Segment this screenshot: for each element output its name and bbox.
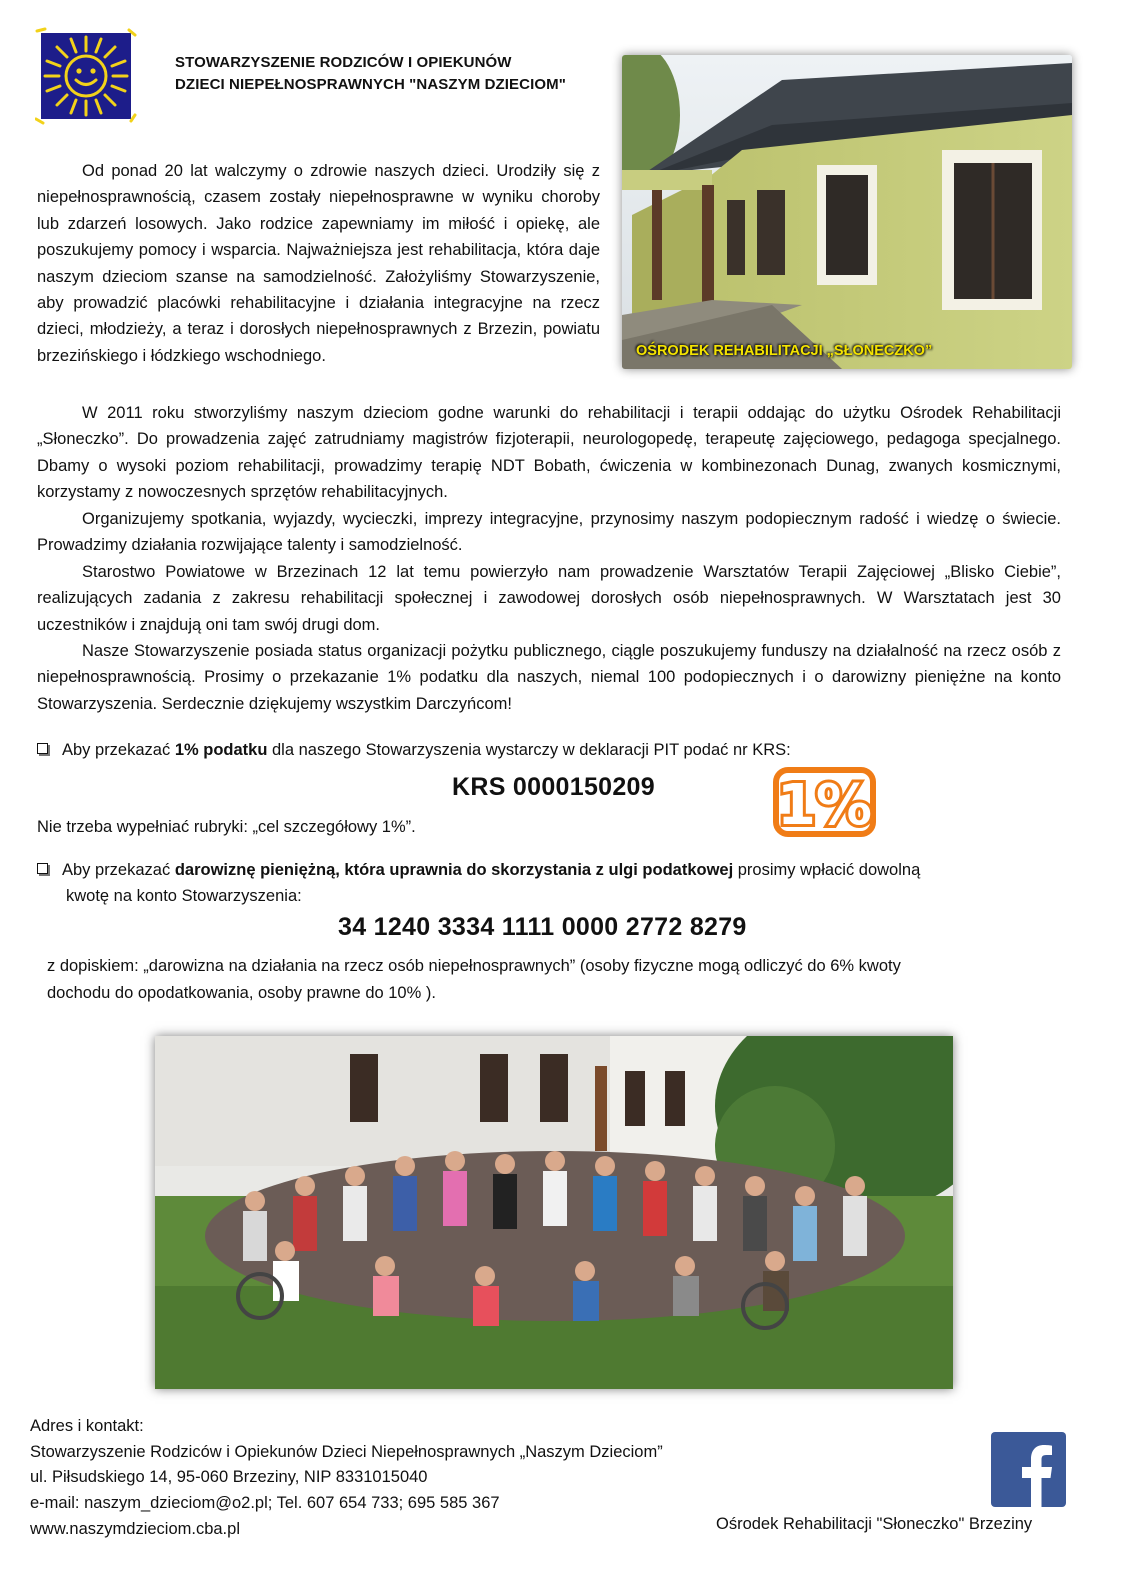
organization-title-line-1: STOWARZYSZENIE RODZICÓW I OPIEKUNÓW: [175, 54, 512, 71]
donation-line-2: kwotę na konto Stowarzyszenia:: [66, 887, 302, 905]
krs-number: KRS 0000150209: [452, 773, 655, 801]
building-photo-caption: OŚRODEK REHABILITACJI „SŁONECZKO”: [636, 343, 933, 359]
paragraph-intro: Od ponad 20 lat walczymy o zdrowie naszych dzieci. Urodziły się z niepełnosprawnością, czasem zostały niepełnosprawne w wyniku choroby lub zdarzeń losowych. Jako rodzice zapewniamy im miłość i opiekę, ale poszukujemy pomocy i wsparcia. Najważniejsza jest rehabilitacja, która daje naszym dzieciom szanse na samodzielność. Założyliśmy Stowarzyszenie, aby prowadzić placówki rehabilitacyjne i działania integracyjne na rzecz dzieci, młodzieży, a teraz i dorosłych niepełnosprawnych z Brzezin, powiatu brzezińskiego i łódzkiego wschodniego.: [37, 162, 600, 365]
checkbox-bullet-icon: [37, 863, 48, 874]
donation-text-pre: Aby przekazać: [62, 861, 175, 879]
facebook-page-caption: Ośrodek Rehabilitacji "Słoneczko" Brzeziny: [716, 1515, 1033, 1533]
tax-text-post: dla naszego Stowarzyszenia wystarczy w deklaracji PIT podać nr KRS:: [267, 741, 791, 759]
organization-title: [175, 52, 566, 96]
tax-note: Nie trzeba wypełniać rubryki: „cel szczegółowy 1%”.: [37, 818, 416, 836]
bank-account-number: 34 1240 3334 1111 0000 2772 8279: [338, 913, 747, 941]
contact-email-phone: e-mail: naszym_dzieciom@o2.pl; Tel. 607 654 733; 695 585 367: [30, 1494, 500, 1513]
sun-logo: [35, 27, 137, 125]
donation-text-bold: darowiznę pieniężną, która uprawnia do skorzystania z ulgi podatkowej: [174, 861, 734, 879]
donation-note-line-1: z dopiskiem: „darowizna na działania na rzecz osób niepełnosprawnych” (osoby fizyczne mogą odliczyć do 6% kwoty: [47, 957, 901, 975]
building-photo: [622, 55, 1072, 369]
group-illustration: [155, 1036, 953, 1389]
one-percent-badge-text: 1%: [776, 773, 873, 837]
organization-title-line-2: DZIECI NIEPEŁNOSPRAWNYCH "NASZYM DZIECIOM": [175, 76, 566, 93]
paragraph-status: Nasze Stowarzyszenie posiada status organizacji pożytku publicznego, ciągle poszukujemy funduszy na działalność na rzecz osób z niepełnosprawnością. Prosimy o przekazanie 1% podatku dla naszych, niemal 100 podopiecznych i o darowizny pieniężne na konto Stowarzyszenia. Serdecznie dziękujemy wszystkim Darczyńcom!: [37, 642, 1061, 713]
tax-text-pre: Aby przekazać: [62, 741, 175, 759]
one-percent-badge: [773, 767, 876, 837]
contact-org-name: Stowarzyszenie Rodziców i Opiekunów Dzieci Niepełnosprawnych „Naszym Dzieciom”: [30, 1442, 663, 1461]
building-illustration: [622, 55, 1072, 369]
paragraph-center: W 2011 roku stworzyliśmy naszym dzieciom godne warunki do rehabilitacji i terapii oddając do użytku Ośrodek Rehabilitacji „Słoneczko”. Do prowadzenia zajęć zatrudniamy magistrów fizjoterapii, neurologopedę, terapeutę zajęciowego, pedagoga specjalnego. Dbamy o wysoki poziom rehabilitacji, prowadzimy terapię NDT Bobath, ćwiczenia w kombinezonach Dunag, zwanych kosmicznymi, korzystamy z nowoczesnych sprzętów rehabilitacyjnych.: [37, 404, 1061, 502]
paragraph-activities: Organizujemy spotkania, wyjazdy, wycieczki, imprezy integracyjne, przynosimy naszym podopiecznym radość i wiedzę o świecie. Prowadzimy działania rozwijające talenty i samodzielność.: [37, 510, 1061, 555]
tax-text-bold: 1% podatku: [174, 741, 268, 759]
contact-website: www.naszymdzieciom.cba.pl: [30, 1519, 240, 1538]
donation-text-post: prosimy wpłacić dowolną: [733, 861, 921, 879]
donation-bullet: [37, 857, 920, 884]
group-photo: [155, 1036, 953, 1389]
contact-block: [30, 1414, 663, 1543]
contact-address: ul. Piłsudskiego 14, 95-060 Brzeziny, NIP 8331015040: [30, 1468, 428, 1487]
donation-note-line-2: dochodu do opodatkowania, osoby prawne do 10% ).: [47, 984, 436, 1002]
checkbox-bullet-icon: [37, 743, 48, 754]
paragraph-workshops: Starostwo Powiatowe w Brzezinach 12 lat temu powierzyło nam prowadzenie Warsztatów Terapii Zajęciowej „Blisko Ciebie”, realizujących zadania z zakresu rehabilitacji społecznej i zawodowej dorosłych osób niepełnosprawnych. W Warsztatach jest 30 uczestników i znajdują oni tam swój drugi dom.: [37, 563, 1061, 634]
contact-heading: Adres i kontakt:: [30, 1417, 144, 1435]
tax-bullet: [37, 737, 791, 764]
facebook-icon[interactable]: [991, 1432, 1066, 1507]
